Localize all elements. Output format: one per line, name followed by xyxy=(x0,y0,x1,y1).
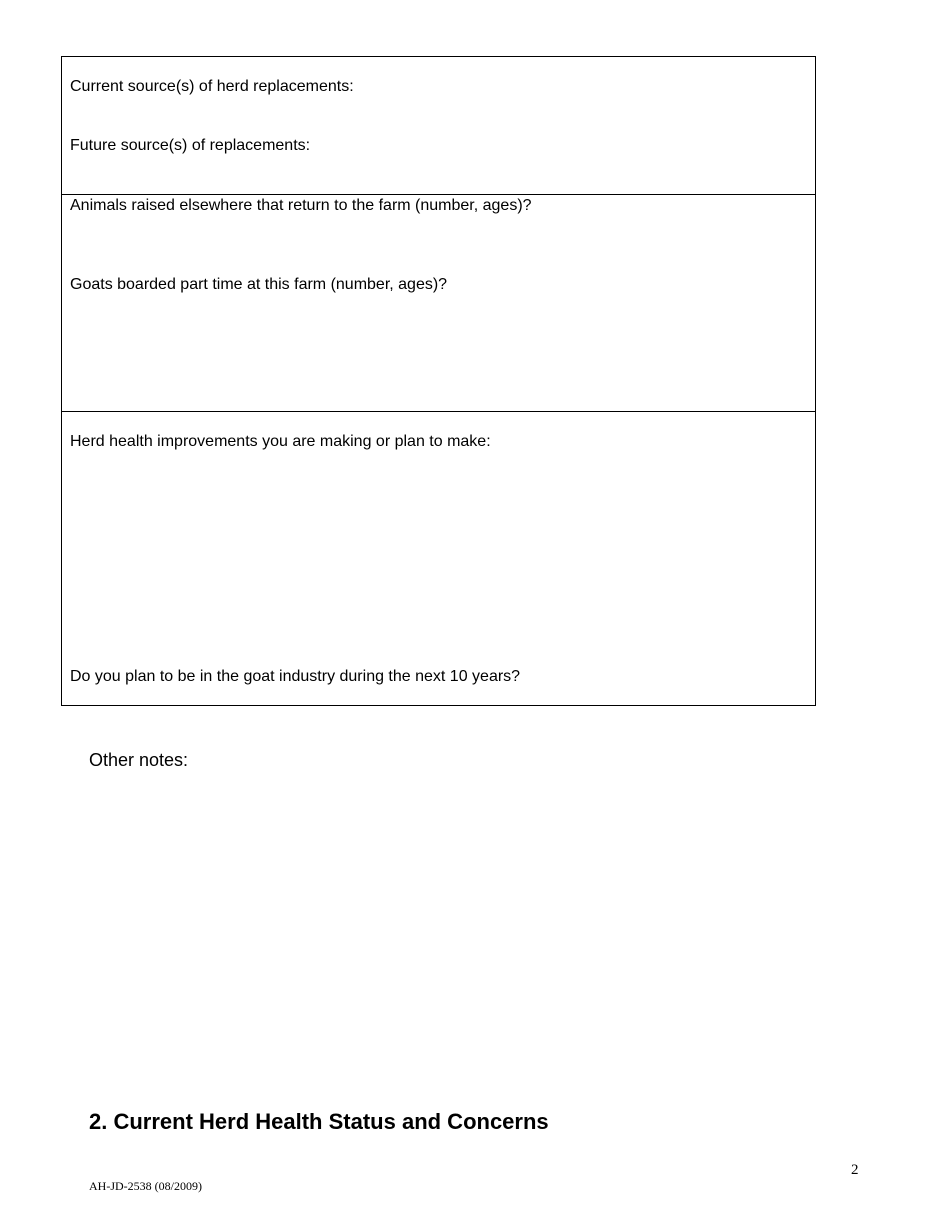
other-notes-label: Other notes: xyxy=(89,750,189,770)
page-number: 2 xyxy=(851,1162,859,1178)
health-improvements-question: Herd health improvements you are making or plan to make: xyxy=(70,433,491,450)
health-plans-section xyxy=(62,412,815,705)
goats-boarded-question: Goats boarded part time at this farm (number, ages)? xyxy=(70,276,448,293)
animal-movement-section xyxy=(62,195,815,412)
current-sources-question: Current source(s) of herd replacements: xyxy=(70,78,354,95)
form-code: AH-JD-2538 (08/2009) xyxy=(89,1179,202,1193)
section-heading: 2. Current Herd Health Status and Concerns xyxy=(89,1109,549,1134)
industry-plan-question: Do you plan to be in the goat industry during the next 10 years? xyxy=(70,668,521,685)
animals-return-question: Animals raised elsewhere that return to the farm (number, ages)? xyxy=(70,197,532,214)
future-sources-question: Future source(s) of replacements: xyxy=(70,137,311,154)
replacement-sources-section xyxy=(62,57,815,195)
questionnaire-form-box xyxy=(61,56,816,706)
